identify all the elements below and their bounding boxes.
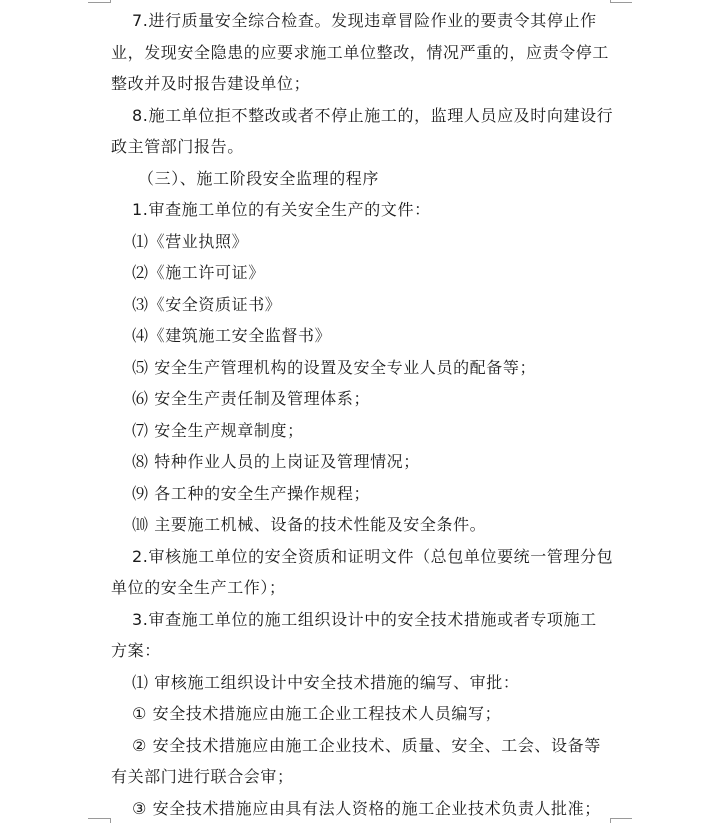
document-body bbox=[111, 5, 609, 824]
list-item: ③ 安全技术措施应由具有法人资格的施工企业技术负责人批准； bbox=[111, 793, 609, 824]
list-item: ② 安全技术措施应由施工企业技术、质量、安全、工会、设备等 bbox=[111, 730, 609, 762]
corner-mark-top-right bbox=[610, 2, 632, 3]
corner-mark-top-left-tick bbox=[110, 0, 111, 3]
paragraph-line: 整改并及时报告建设单位； bbox=[111, 68, 609, 100]
list-heading: 1.审查施工单位的有关安全生产的文件： bbox=[111, 194, 609, 226]
list-item: ① 安全技术措施应由施工企业工程技术人员编写； bbox=[111, 698, 609, 730]
list-item: ⑴ 审核施工组织设计中安全技术措施的编写、审批： bbox=[111, 667, 609, 699]
list-item: ⑹ 安全生产责任制及管理体系； bbox=[111, 383, 609, 415]
list-item: ⑻ 特种作业人员的上岗证及管理情况； bbox=[111, 446, 609, 478]
list-item: ⑸ 安全生产管理机构的设置及安全专业人员的配备等； bbox=[111, 352, 609, 384]
corner-mark-bottom-left bbox=[88, 818, 110, 819]
paragraph-line: 政主管部门报告。 bbox=[111, 131, 609, 163]
list-item: ⑼ 各工种的安全生产操作规程； bbox=[111, 478, 609, 510]
paragraph-line: 方案： bbox=[111, 635, 609, 667]
list-item: ⑶《安全资质证书》 bbox=[111, 289, 609, 321]
paragraph-line: 7.进行质量安全综合检查。发现违章冒险作业的要责令其停止作 bbox=[111, 5, 609, 37]
list-item: ⑵《施工许可证》 bbox=[111, 257, 609, 289]
corner-mark-top-right-tick bbox=[610, 0, 611, 3]
corner-mark-bottom-right-tick bbox=[610, 818, 611, 823]
paragraph-line: 2.审核施工单位的安全资质和证明文件（总包单位要统一管理分包 bbox=[111, 541, 609, 573]
list-item: ⑽ 主要施工机械、设备的技术性能及安全条件。 bbox=[111, 509, 609, 541]
paragraph-line: 业，发现安全隐患的应要求施工单位整改，情况严重的，应责令停工 bbox=[111, 37, 609, 69]
paragraph-line: 3.审查施工单位的施工组织设计中的安全技术措施或者专项施工 bbox=[111, 604, 609, 636]
section-heading: （三）、施工阶段安全监理的程序 bbox=[111, 163, 609, 195]
paragraph-line: 单位的安全生产工作）； bbox=[111, 572, 609, 604]
paragraph-line: 8.施工单位拒不整改或者不停止施工的，监理人员应及时向建设行 bbox=[111, 100, 609, 132]
corner-mark-top-left bbox=[88, 2, 110, 3]
list-item: ⑺ 安全生产规章制度； bbox=[111, 415, 609, 447]
list-item: ⑷《建筑施工安全监督书》 bbox=[111, 320, 609, 352]
paragraph-line: 有关部门进行联合会审； bbox=[111, 761, 609, 793]
list-item: ⑴《营业执照》 bbox=[111, 226, 609, 258]
corner-mark-bottom-right bbox=[610, 818, 632, 819]
